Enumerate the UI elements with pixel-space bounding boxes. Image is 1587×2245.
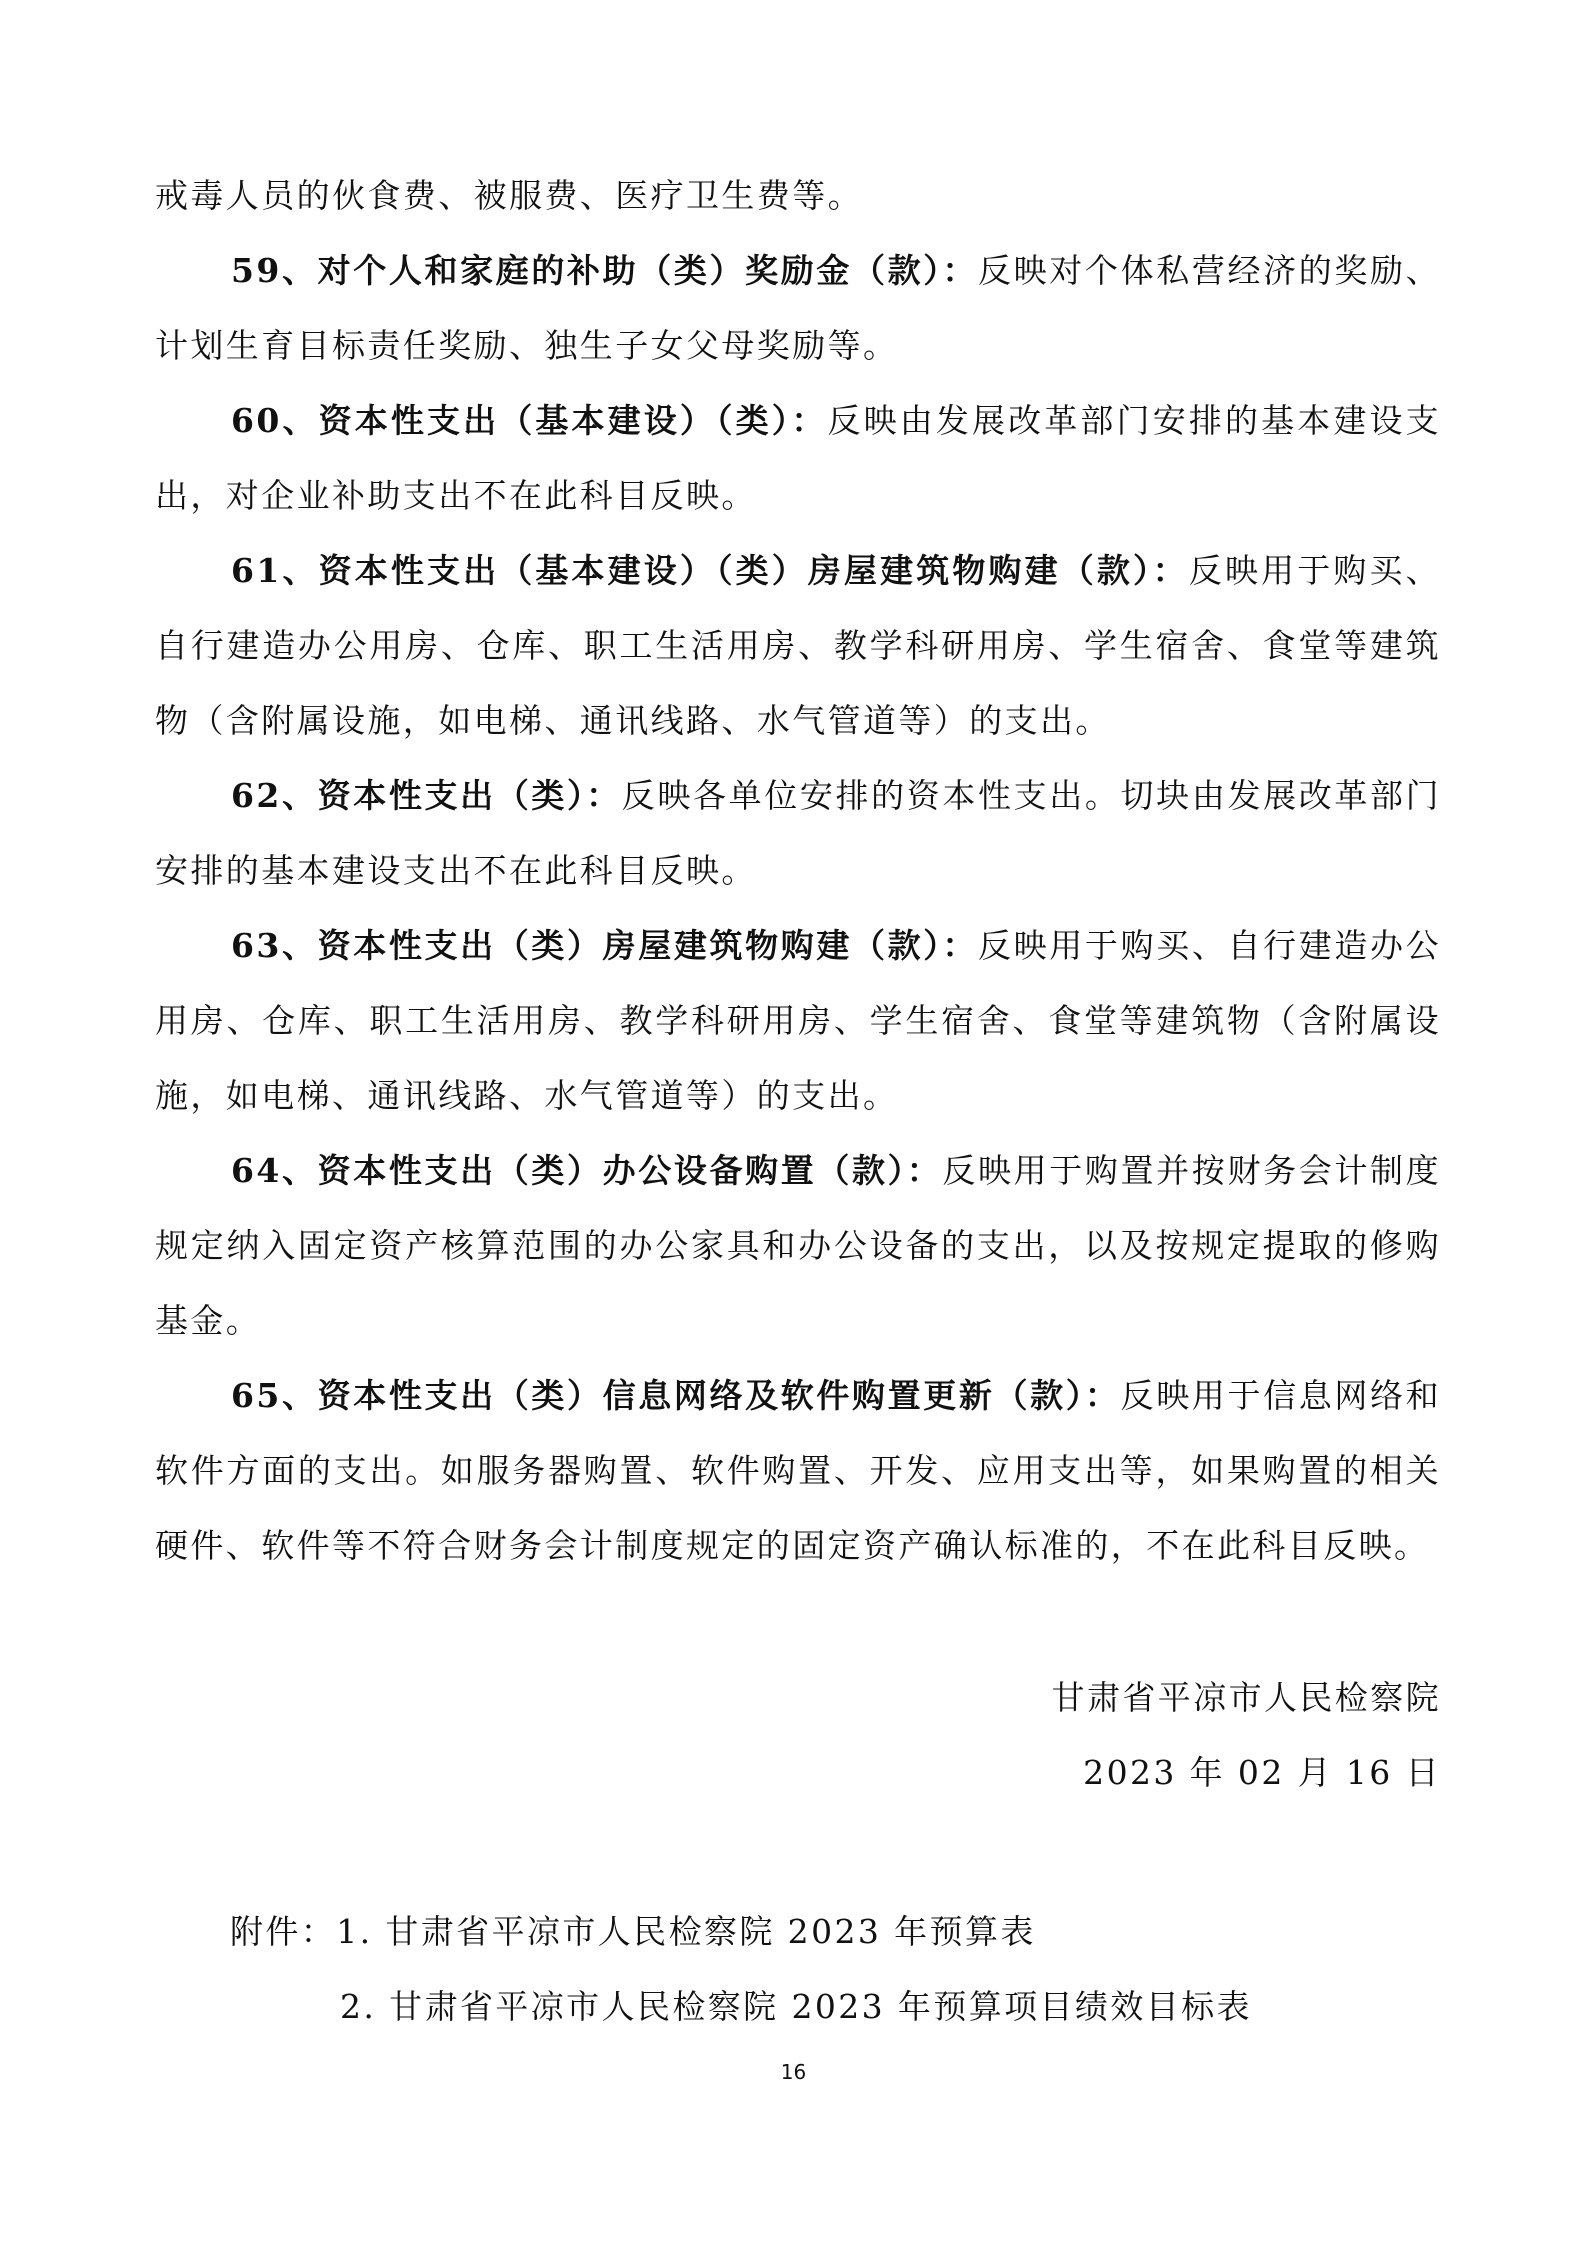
signature-date: 2023 年 02 月 16 日 xyxy=(1083,1753,1441,1792)
signature-organization: 甘肃省平凉市人民检察院 xyxy=(1051,1678,1441,1717)
attachment-item-1: 1. 甘肃省平凉市人民检察院 2023 年预算表 xyxy=(336,1912,1036,1951)
item-61-heading: 61、资本性支出（基本建设）（类）房屋建筑物购建（款）： xyxy=(231,551,1189,590)
item-62-paragraph xyxy=(155,758,1441,908)
item-62-body: 反映各单位安排的资本性支出。切块由发展改革部门安排的基本建设支出不在此科目反映。 xyxy=(155,776,1441,890)
item-64-paragraph xyxy=(155,1133,1441,1358)
item-63-body: 反映用于购买、自行建造办公用房、仓库、职工生活用房、教学科研用房、学生宿舍、食堂等建筑物（含附属设施，如电梯、通讯线路、水气管道等）的支出。 xyxy=(155,926,1441,1115)
item-64-body: 反映用于购置并按财务会计制度规定纳入固定资产核算范围的办公家具和办公设备的支出，以及按规定提取的修购基金。 xyxy=(155,1151,1441,1340)
item-62-heading: 62、资本性支出（类）： xyxy=(231,776,622,815)
attachment-item-2: 2. 甘肃省平凉市人民检察院 2023 年预算项目绩效目标表 xyxy=(340,1987,1252,2026)
item-63-heading: 63、资本性支出（类）房屋建筑物购建（款）： xyxy=(231,926,979,965)
item-59-paragraph xyxy=(155,233,1441,383)
item-60-paragraph xyxy=(155,383,1441,533)
item-64-heading: 64、资本性支出（类）办公设备购置（款）： xyxy=(231,1151,943,1190)
attachment-row-2 xyxy=(230,1969,1252,2044)
item-59-body: 反映对个体私营经济的奖励、计划生育目标责任奖励、独生子女父母奖励等。 xyxy=(155,251,1441,365)
attachments-block xyxy=(230,1894,1252,2044)
item-59-heading: 59、对个人和家庭的补助（类）奖励金（款）： xyxy=(231,251,979,290)
signature-block xyxy=(1052,1660,1441,1810)
attachment-row-1 xyxy=(230,1894,1252,1969)
item-61-paragraph xyxy=(155,533,1441,758)
item-60-body: 反映由发展改革部门安排的基本建设支出，对企业补助支出不在此科目反映。 xyxy=(155,401,1441,515)
continuation-paragraph: 戒毒人员的伙食费、被服费、医疗卫生费等。 xyxy=(155,176,863,215)
item-60-heading: 60、资本性支出（基本建设）（类）： xyxy=(231,401,828,440)
page-number: 16 xyxy=(780,2060,807,2084)
item-65-paragraph xyxy=(155,1358,1441,1583)
item-61-body: 反映用于购买、自行建造办公用房、仓库、职工生活用房、教学科研用房、学生宿舍、食堂等建筑物（含附属设施，如电梯、通讯线路、水气管道等）的支出。 xyxy=(155,551,1441,740)
item-65-heading: 65、资本性支出（类）信息网络及软件购置更新（款）： xyxy=(231,1376,1121,1415)
item-63-paragraph xyxy=(155,908,1441,1133)
attachments-label: 附件： xyxy=(230,1912,337,1951)
document-body xyxy=(155,158,1441,1583)
item-65-body: 反映用于信息网络和软件方面的支出。如服务器购置、软件购置、开发、应用支出等，如果购置的相关硬件、软件等不符合财务会计制度规定的固定资产确认标准的，不在此科目反映。 xyxy=(155,1376,1441,1565)
